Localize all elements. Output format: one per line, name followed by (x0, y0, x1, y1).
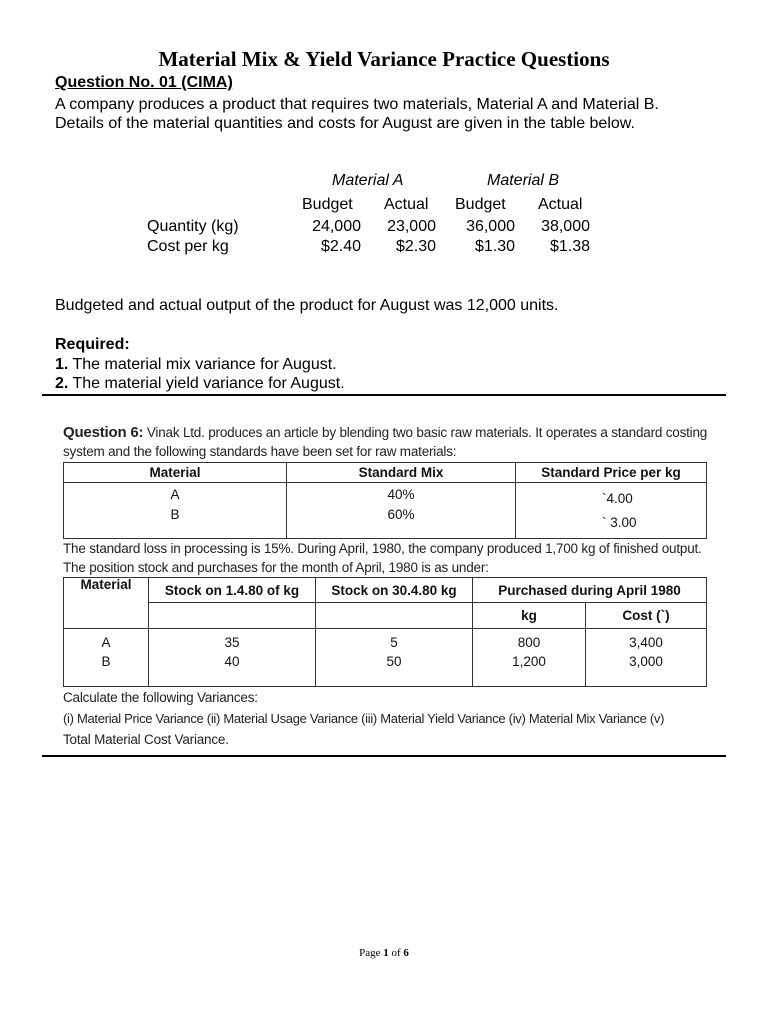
stock-open-cell (149, 629, 316, 687)
q1-req2-text: The material yield variance for August. (72, 375, 345, 392)
q6-loss-line1: The standard loss in processing is 15%. During April, 1980, the company produced 1,700 kg of finished output. (63, 541, 702, 556)
q1-qty-cell: 24,000 (312, 218, 361, 235)
std-material-a: A (170, 487, 180, 502)
q1-qty-cell: 38,000 (541, 218, 590, 235)
footer-page-prefix: Page (359, 947, 381, 959)
divider-2 (42, 755, 726, 757)
q1-col-budget-a: Budget (302, 196, 353, 213)
stock-header-row (64, 578, 707, 603)
q1-col-actual-a: Actual (384, 196, 429, 213)
q6-intro-line1 (63, 424, 707, 441)
std-mix-b: 60% (387, 507, 415, 522)
std-price-b: ` 3.00 (602, 515, 637, 530)
std-header-price: Standard Price per kg (516, 463, 707, 483)
standards-header-row (64, 463, 707, 483)
std-header-mix: Standard Mix (287, 463, 516, 483)
question-1-heading: Question No. 01 (CIMA) (55, 74, 233, 91)
standards-table (63, 462, 707, 539)
stock-subheader-empty-2 (316, 603, 473, 629)
page-title: Material Mix & Yield Variance Practice Questions (158, 47, 610, 71)
stock-open-b: 40 (224, 654, 240, 669)
stock-table (63, 577, 707, 687)
stock-header-purchased: Purchased during April 1980 (473, 578, 707, 603)
stock-header-open: Stock on 1.4.80 of kg (149, 578, 316, 603)
standards-body-row (64, 483, 707, 539)
std-material-b: B (170, 507, 180, 522)
std-price-cell (516, 483, 707, 539)
q6-calc-line1: (i) Material Price Variance (ii) Material Usage Variance (iii) Material Yield Variance (iv) Material Mix Variance (v) (63, 711, 665, 726)
purch-cost-cell (586, 629, 707, 687)
q1-intro-line2: Details of the material quantities and costs for August are given in the table below. (55, 115, 635, 132)
stock-header-material: Material (80, 577, 132, 592)
page-footer (0, 947, 768, 959)
q1-required-label: Required: (55, 336, 130, 353)
purch-kg-cell (473, 629, 586, 687)
stock-subheader-empty-1 (149, 603, 316, 629)
q1-row-qty-label: Quantity (kg) (147, 218, 239, 235)
q6-intro-rest: Vinak Ltd. produces an article by blending two basic raw materials. It operates a standard costing (146, 425, 708, 440)
stock-materials-cell (64, 629, 149, 687)
purch-kg-b: 1,200 (512, 654, 546, 669)
std-mix-a: 40% (387, 487, 415, 502)
q1-qty-cell: 23,000 (387, 218, 436, 235)
q6-calc-label: Calculate the following Variances: (63, 690, 258, 705)
footer-page-total: 6 (403, 947, 409, 959)
std-price-a: `4.00 (602, 491, 633, 506)
q6-intro-line2: system and the following standards have been set for raw materials: (63, 444, 457, 459)
q1-cost-cell: $2.40 (320, 238, 361, 255)
q1-cost-cell: $1.38 (549, 238, 590, 255)
q1-required-item-2 (55, 374, 345, 393)
stock-header-close: Stock on 30.4.80 kg (316, 578, 473, 603)
q1-group-a-header: Material A (332, 172, 404, 189)
stock-subheader-cost: Cost (`) (586, 603, 707, 629)
q6-calc-line2: Total Material Cost Variance. (63, 732, 229, 747)
stock-open-a: 35 (224, 635, 240, 650)
q6-heading: Question 6: (63, 424, 144, 441)
stock-subheader-kg: kg (473, 603, 586, 629)
q1-qty-cell: 36,000 (466, 218, 515, 235)
footer-page-number: 1 (383, 947, 389, 959)
q1-req1-number: 1. (55, 356, 69, 373)
q1-required-item-1 (55, 355, 337, 374)
stock-body-row (64, 629, 707, 687)
stock-close-b: 50 (386, 654, 402, 669)
q1-row-cost-label: Cost per kg (147, 238, 229, 255)
std-header-material: Material (64, 463, 287, 483)
q1-cost-cell: $2.30 (395, 238, 436, 255)
q1-req2-number: 2. (55, 375, 69, 392)
q1-group-b-header: Material B (487, 172, 560, 189)
stock-close-cell (316, 629, 473, 687)
purch-kg-a: 800 (517, 635, 541, 650)
stock-close-a: 5 (390, 635, 398, 650)
q1-req1-text: The material mix variance for August. (72, 356, 337, 373)
q1-col-budget-b: Budget (455, 196, 506, 213)
stock-material-b: B (101, 654, 111, 669)
purch-cost-a: 3,400 (629, 635, 663, 650)
q1-cost-cell: $1.30 (474, 238, 515, 255)
footer-of: of (391, 947, 401, 959)
stock-material-a: A (101, 635, 111, 650)
purch-cost-b: 3,000 (629, 654, 663, 669)
q1-output-text: Budgeted and actual output of the product for August was 12,000 units. (55, 297, 559, 314)
q1-col-actual-b: Actual (538, 196, 583, 213)
std-materials-cell (64, 483, 287, 539)
stock-header-material-cell (64, 578, 149, 629)
std-mix-cell (287, 483, 516, 539)
q1-intro-line1: A company produces a product that requires two materials, Material A and Material B. (55, 96, 659, 113)
q6-loss-line2: The position stock and purchases for the month of April, 1980 is as under: (63, 560, 489, 575)
divider-1 (42, 394, 726, 396)
stock-subheader-row (64, 603, 707, 629)
